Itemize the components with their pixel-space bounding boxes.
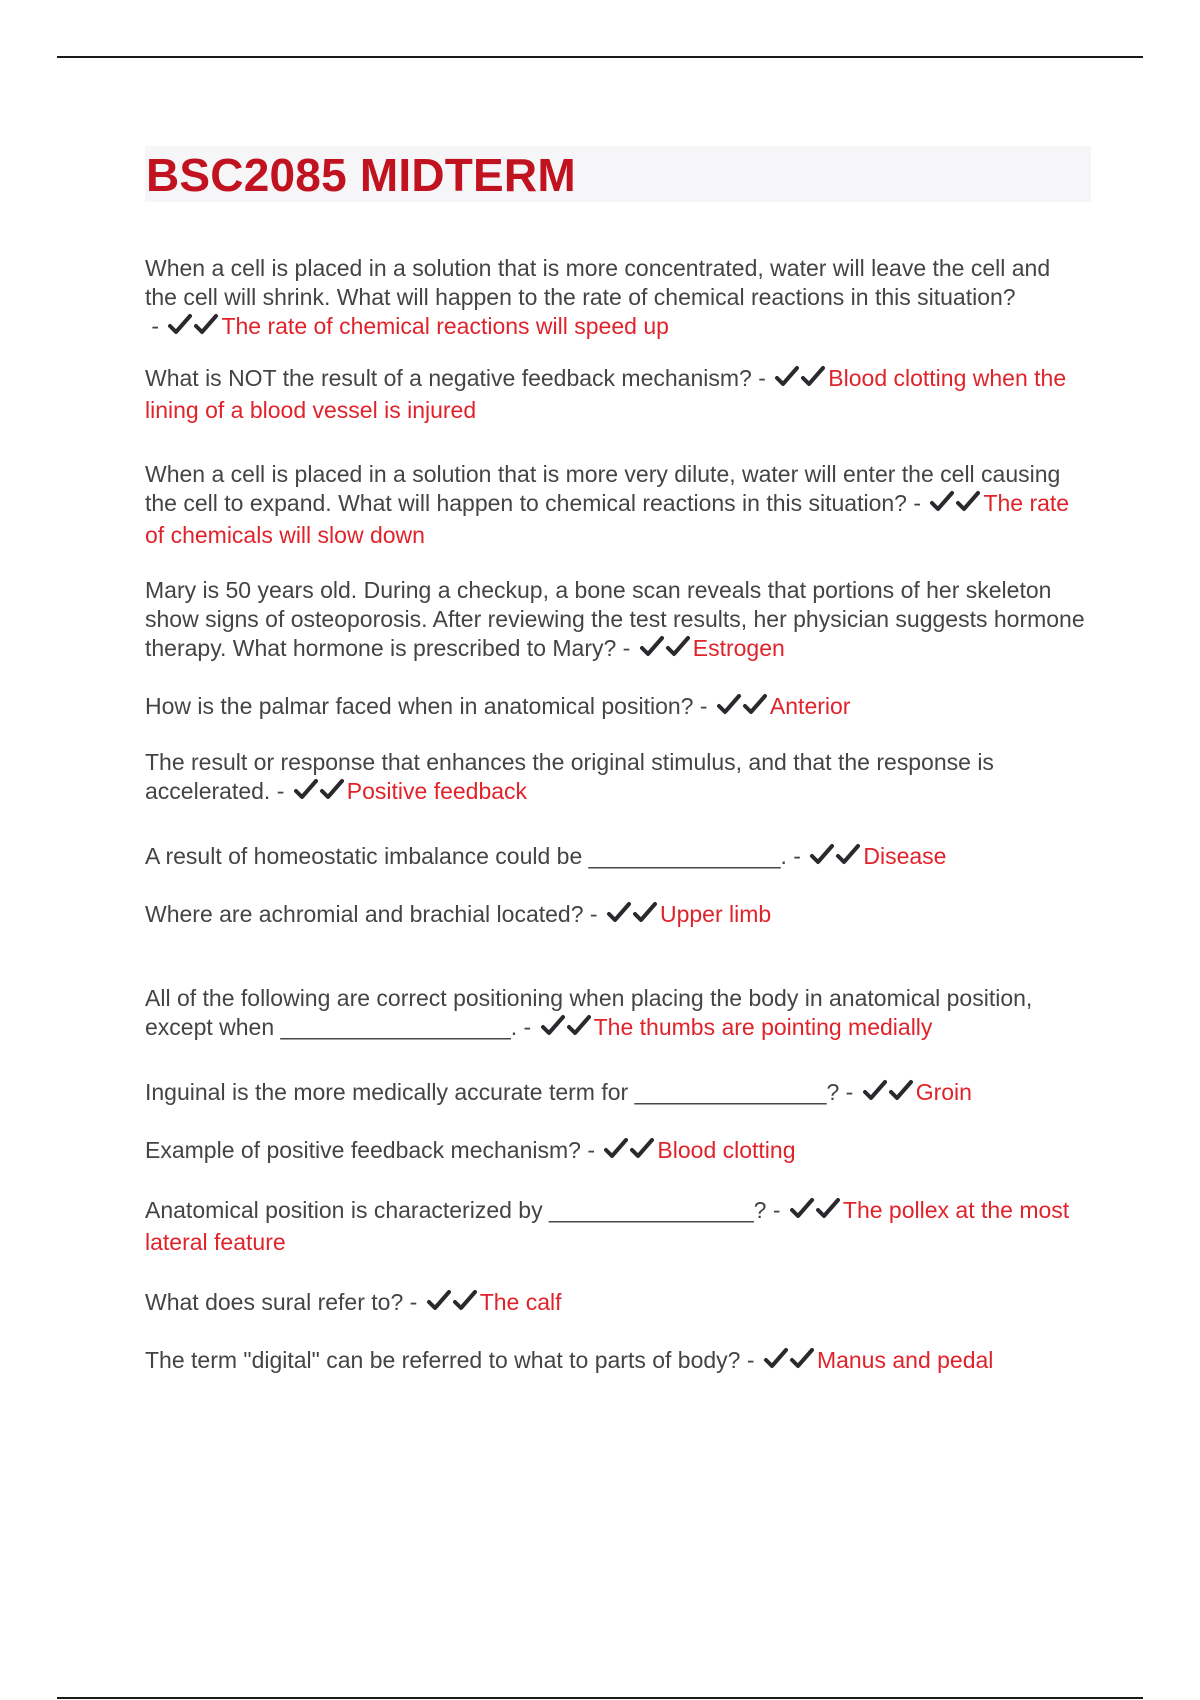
checkmark-icon	[835, 843, 861, 867]
answer-text: Positive feedback	[346, 778, 528, 804]
question-text: All of the following are correct positioning when placing the body in anatomical position, except when __________________.	[145, 985, 1033, 1040]
checkmark-icon	[789, 1197, 815, 1221]
answer-text: Upper limb	[659, 901, 772, 927]
qa-item	[145, 576, 1085, 666]
checkmark-icon	[632, 901, 658, 925]
separator: -	[403, 1289, 424, 1315]
qa-item	[145, 1196, 1085, 1257]
double-check-icons	[639, 635, 691, 666]
question-text: Where are achromial and brachial located?	[145, 901, 584, 927]
answer-text: Disease	[863, 843, 947, 869]
separator: -	[616, 635, 637, 661]
separator: -	[517, 1014, 538, 1040]
separator: -	[693, 693, 714, 719]
question-text: The term "digital" can be referred to what to parts of body?	[145, 1347, 741, 1373]
qa-item	[145, 254, 1085, 344]
checkmark-icon	[193, 313, 219, 337]
double-check-icons	[809, 843, 861, 874]
separator: -	[583, 901, 604, 927]
double-check-icons	[862, 1079, 914, 1110]
question-text: When a cell is placed in a solution that is more concentrated, water will leave the cell and the cell will shrink. What will happen to the rate of chemical reactions in this situation?	[145, 255, 1051, 310]
separator: -	[751, 365, 773, 391]
answer-text: The rate of chemical reactions will speed up	[221, 313, 669, 339]
checkmark-icon	[452, 1289, 478, 1313]
qa-item	[145, 842, 1085, 874]
answer-text: The pollex at the most lateral feature	[145, 1197, 1070, 1255]
answer-text: Anterior	[769, 693, 851, 719]
checkmark-icon	[293, 778, 319, 802]
double-check-icons	[606, 901, 658, 932]
answer-text: Blood clotting	[657, 1137, 796, 1163]
answer-text: Manus and pedal	[816, 1347, 994, 1373]
checkmark-icon	[888, 1079, 914, 1103]
answer-text: The rate of chemicals will slow down	[145, 490, 1070, 548]
qa-item	[145, 460, 1085, 550]
double-check-icons	[716, 693, 768, 724]
checkmark-icon	[716, 693, 742, 717]
checkmark-icon	[319, 778, 345, 802]
question-text: Anatomical position is characterized by ________________?	[145, 1197, 767, 1223]
double-check-icons	[540, 1014, 592, 1045]
top-rule	[57, 56, 1143, 58]
checkmark-icon	[540, 1014, 566, 1038]
checkmark-icon	[955, 490, 981, 514]
separator: -	[580, 1137, 602, 1163]
separator: -	[145, 313, 166, 339]
checkmark-icon	[566, 1014, 592, 1038]
qa-item	[145, 692, 1085, 724]
separator: -	[786, 843, 808, 869]
checkmark-icon	[789, 1347, 815, 1371]
checkmark-icon	[815, 1197, 841, 1221]
answer-text: Estrogen	[692, 635, 785, 661]
qa-item	[145, 984, 1085, 1045]
checkmark-icon	[862, 1079, 888, 1103]
question-text: What does sural refer to?	[145, 1289, 404, 1315]
checkmark-icon	[606, 901, 632, 925]
separator: -	[740, 1347, 761, 1373]
separator: -	[906, 490, 928, 516]
checkmark-icon	[665, 635, 691, 659]
double-check-icons	[789, 1197, 841, 1228]
answer-text: Blood clotting when the lining of a blood vessel is injured	[145, 365, 1067, 423]
qa-item	[145, 1346, 1085, 1378]
separator: -	[839, 1079, 860, 1105]
checkmark-icon	[167, 313, 193, 337]
question-text: What is NOT the result of a negative feedback mechanism?	[145, 365, 752, 391]
checkmark-icon	[603, 1137, 629, 1161]
qa-item	[145, 364, 1085, 425]
double-check-icons	[167, 313, 219, 344]
checkmark-icon	[426, 1289, 452, 1313]
answer-text: The calf	[479, 1289, 562, 1315]
checkmark-icon	[742, 693, 768, 717]
qa-item	[145, 1078, 1085, 1110]
qa-item	[145, 1288, 1085, 1320]
double-check-icons	[929, 490, 981, 521]
double-check-icons	[426, 1289, 478, 1320]
question-text: Mary is 50 years old. During a checkup, a bone scan reveals that portions of her skeleton show signs of osteoporosis. After reviewing the test results, her physician suggests hormone therapy. What hormone is prescribed to Mary?	[145, 577, 1085, 661]
answer-text: Groin	[915, 1079, 972, 1105]
checkmark-icon	[809, 843, 835, 867]
separator: -	[270, 778, 291, 804]
checkmark-icon	[774, 365, 800, 389]
double-check-icons	[763, 1347, 815, 1378]
qa-item	[145, 748, 1085, 809]
question-text: Example of positive feedback mechanism?	[145, 1137, 581, 1163]
question-text: When a cell is placed in a solution that is more very dilute, water will enter the cell causing the cell to expand. What will happen to chemical reactions in this situation?	[145, 461, 1061, 516]
question-text: A result of homeostatic imbalance could be _______________.	[145, 843, 787, 869]
checkmark-icon	[629, 1137, 655, 1161]
question-text: How is the palmar faced when in anatomical position?	[145, 693, 694, 719]
question-text: Inguinal is the more medically accurate term for _______________?	[145, 1079, 840, 1105]
bottom-rule	[57, 1697, 1143, 1699]
double-check-icons	[603, 1137, 655, 1168]
separator: -	[766, 1197, 787, 1223]
qa-item	[145, 900, 1085, 932]
checkmark-icon	[763, 1347, 789, 1371]
double-check-icons	[774, 365, 826, 396]
question-text: The result or response that enhances the original stimulus, and that the response is accelerated.	[145, 749, 994, 804]
double-check-icons	[293, 778, 345, 809]
checkmark-icon	[929, 490, 955, 514]
checkmark-icon	[639, 635, 665, 659]
qa-item	[145, 1136, 1085, 1168]
answer-text: The thumbs are pointing medially	[593, 1014, 933, 1040]
checkmark-icon	[800, 365, 826, 389]
document-title: BSC2085 MIDTERM	[146, 149, 576, 201]
